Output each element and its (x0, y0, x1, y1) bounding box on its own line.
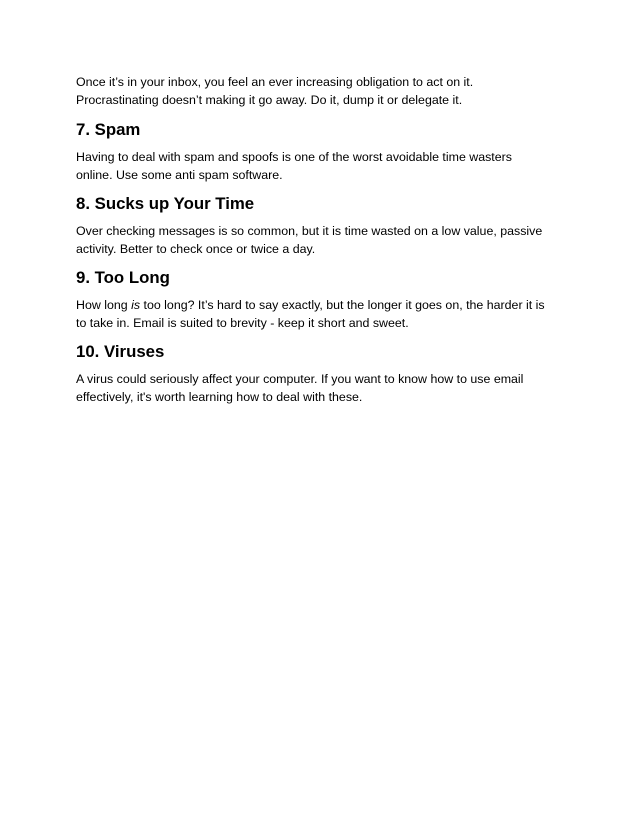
text-line: effectively, it's worth learning how to deal with these. (76, 390, 363, 404)
text-line: Once it’s in your inbox, you feel an ever increasing obligation to act on it. (76, 75, 474, 89)
section-body-too-long (76, 296, 566, 332)
italic-word: is (131, 298, 141, 312)
section-heading-sucks-up-time: 8. Sucks up Your Time (76, 194, 255, 213)
section-body-viruses (76, 370, 566, 406)
section-body-spam (76, 148, 566, 184)
text-line: A virus could seriously affect your computer. If you want to know how to use email (76, 372, 524, 386)
text-line: Procrastinating doesn’t making it go away. Do it, dump it or delegate it. (76, 93, 463, 107)
text-line: to take in. Email is suited to brevity - keep it short and sweet. (76, 316, 409, 330)
text-line: online. Use some anti spam software. (76, 168, 283, 182)
section-heading-viruses: 10. Viruses (76, 342, 165, 361)
section-heading-spam: 7. Spam (76, 120, 141, 139)
text-line: activity. Better to check once or twice a day. (76, 242, 316, 256)
section-heading-too-long: 9. Too Long (76, 268, 170, 287)
text-line: Over checking messages is so common, but it is time wasted on a low value, passive (76, 224, 543, 238)
text-line (76, 296, 566, 314)
text-line: Having to deal with spam and spoofs is one of the worst avoidable time wasters (76, 150, 512, 164)
text-segment: too long? It’s hard to say exactly, but the longer it goes on, the harder it is (140, 298, 545, 312)
document-page (76, 73, 566, 416)
section-body-sucks-up-time (76, 222, 566, 258)
text-segment: How long (76, 298, 132, 312)
intro-paragraph (76, 73, 566, 109)
